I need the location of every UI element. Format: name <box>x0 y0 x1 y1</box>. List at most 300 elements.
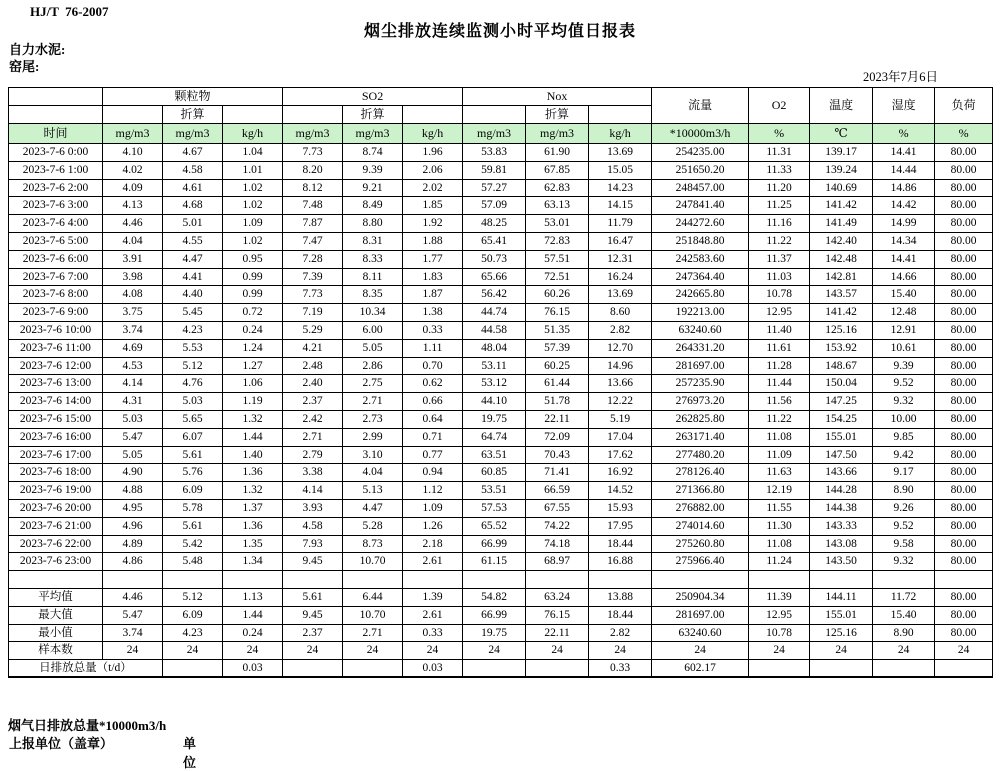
value-cell: 5.61 <box>163 446 223 464</box>
value-cell: 4.67 <box>163 144 223 162</box>
value-cell: 5.29 <box>283 321 343 339</box>
value-cell: 24 <box>403 642 463 660</box>
value-cell: 57.39 <box>526 339 589 357</box>
value-cell: 143.57 <box>810 286 873 304</box>
value-cell: 76.15 <box>526 606 589 624</box>
value-cell: 3.38 <box>283 464 343 482</box>
value-cell: 8.49 <box>343 197 403 215</box>
value-cell: 148.67 <box>810 357 873 375</box>
value-cell: 0.72 <box>223 304 283 322</box>
report-title: 烟尘排放连续监测小时平均值日报表 <box>363 23 636 40</box>
col-header-flow: 流量 <box>652 88 749 124</box>
empty-cell <box>526 571 589 589</box>
value-cell: 1.09 <box>223 215 283 233</box>
value-cell: 0.94 <box>403 464 463 482</box>
value-cell: 74.18 <box>526 535 589 553</box>
value-cell: 80.00 <box>935 517 993 535</box>
value-cell: 70.43 <box>526 446 589 464</box>
value-cell: 80.00 <box>935 250 993 268</box>
value-cell: 57.27 <box>463 179 526 197</box>
value-cell: 6.00 <box>343 321 403 339</box>
value-cell: 12.31 <box>589 250 652 268</box>
value-cell: 11.24 <box>749 553 810 571</box>
value-cell: 7.87 <box>283 215 343 233</box>
value-cell: 44.58 <box>463 321 526 339</box>
value-cell: 3.10 <box>343 446 403 464</box>
value-cell: 14.15 <box>589 197 652 215</box>
value-cell: 140.69 <box>810 179 873 197</box>
value-cell: 4.14 <box>103 375 163 393</box>
time-cell: 2023-7-6 22:00 <box>9 535 103 553</box>
value-cell: 14.86 <box>873 179 935 197</box>
time-cell: 2023-7-6 10:00 <box>9 321 103 339</box>
col-header-temperature: 温度 <box>810 88 873 124</box>
value-cell: 4.40 <box>163 286 223 304</box>
value-cell: 11.79 <box>589 215 652 233</box>
value-cell: 53.51 <box>463 482 526 500</box>
value-cell: 11.30 <box>749 517 810 535</box>
value-cell: 80.00 <box>935 161 993 179</box>
blank-row <box>9 571 993 589</box>
unit-cell: mg/m3 <box>463 124 526 144</box>
value-cell: 250904.34 <box>652 588 749 606</box>
value-cell: 12.95 <box>749 606 810 624</box>
data-row <box>9 428 993 446</box>
value-cell: 13.88 <box>589 588 652 606</box>
value-cell: 4.89 <box>103 535 163 553</box>
data-row <box>9 144 993 162</box>
value-cell: 251848.80 <box>652 232 749 250</box>
value-cell: 263171.40 <box>652 428 749 446</box>
value-cell: 66.99 <box>463 606 526 624</box>
value-cell: 57.51 <box>526 250 589 268</box>
value-cell: 1.02 <box>223 197 283 215</box>
value-cell: 153.92 <box>810 339 873 357</box>
value-cell: 3.91 <box>103 250 163 268</box>
value-cell: 2.42 <box>283 410 343 428</box>
value-cell: 80.00 <box>935 482 993 500</box>
value-cell: 24 <box>163 642 223 660</box>
value-cell: 1.44 <box>223 428 283 446</box>
value-cell: 281697.00 <box>652 357 749 375</box>
company-name: 自力水泥: <box>9 42 66 57</box>
empty-cell <box>463 571 526 589</box>
time-cell: 2023-7-6 21:00 <box>9 517 103 535</box>
value-cell: 54.82 <box>463 588 526 606</box>
value-cell: 48.25 <box>463 215 526 233</box>
value-cell: 11.09 <box>749 446 810 464</box>
value-cell: 4.10 <box>103 144 163 162</box>
value-cell: 3.74 <box>103 624 163 642</box>
report-date: 2023年7月6日 <box>862 70 938 84</box>
spacer-cell <box>403 106 463 124</box>
value-cell: 1.83 <box>403 268 463 286</box>
value-cell: 142.81 <box>810 268 873 286</box>
time-cell: 2023-7-6 20:00 <box>9 499 103 517</box>
data-row <box>9 321 993 339</box>
col-header-humidity: 湿度 <box>873 88 935 124</box>
value-cell <box>343 660 403 678</box>
value-cell <box>810 660 873 678</box>
value-cell: 11.72 <box>873 588 935 606</box>
value-cell: 57.09 <box>463 197 526 215</box>
value-cell: 1.38 <box>403 304 463 322</box>
value-cell: 80.00 <box>935 535 993 553</box>
value-cell: 7.93 <box>283 535 343 553</box>
value-cell: 63.13 <box>526 197 589 215</box>
daily-total-label: 日排放总量（t/d） <box>9 660 163 678</box>
value-cell: 1.88 <box>403 232 463 250</box>
value-cell: 274014.60 <box>652 517 749 535</box>
value-cell: 11.44 <box>749 375 810 393</box>
time-cell: 2023-7-6 13:00 <box>9 375 103 393</box>
time-header-spacer <box>9 88 103 106</box>
value-cell: 24 <box>749 642 810 660</box>
value-cell: 80.00 <box>935 606 993 624</box>
value-cell: 80.00 <box>935 357 993 375</box>
value-cell: 22.11 <box>526 624 589 642</box>
value-cell: 247364.40 <box>652 268 749 286</box>
value-cell: 19.75 <box>463 624 526 642</box>
value-cell: 4.58 <box>163 161 223 179</box>
value-cell: 143.50 <box>810 553 873 571</box>
empty-cell <box>403 571 463 589</box>
data-row <box>9 268 993 286</box>
value-cell: 14.23 <box>589 179 652 197</box>
empty-cell <box>163 571 223 589</box>
value-cell: 80.00 <box>935 410 993 428</box>
value-cell: 9.17 <box>873 464 935 482</box>
value-cell: 2.37 <box>283 393 343 411</box>
spacer-cell <box>103 106 163 124</box>
value-cell: 4.14 <box>283 482 343 500</box>
conversion-label-pm: 折算 <box>163 106 223 124</box>
value-cell: 0.24 <box>223 321 283 339</box>
value-cell: 1.01 <box>223 161 283 179</box>
time-cell: 2023-7-6 7:00 <box>9 268 103 286</box>
value-cell: 257235.90 <box>652 375 749 393</box>
value-cell: 4.04 <box>343 464 403 482</box>
value-cell: 4.61 <box>163 179 223 197</box>
value-cell: 53.83 <box>463 144 526 162</box>
value-cell: 8.35 <box>343 286 403 304</box>
value-cell: 2.86 <box>343 357 403 375</box>
value-cell: 9.26 <box>873 499 935 517</box>
value-cell: 0.71 <box>403 428 463 446</box>
data-row <box>9 535 993 553</box>
value-cell: 9.58 <box>873 535 935 553</box>
value-cell: 80.00 <box>935 144 993 162</box>
value-cell: 9.45 <box>283 606 343 624</box>
value-cell: 1.34 <box>223 553 283 571</box>
value-cell: 18.44 <box>589 535 652 553</box>
value-cell: 1.85 <box>403 197 463 215</box>
empty-cell <box>810 571 873 589</box>
value-cell: 16.88 <box>589 553 652 571</box>
summary-label: 最大值 <box>9 606 103 624</box>
value-cell: 4.46 <box>103 588 163 606</box>
standard-code: HJ/T 76-2007 <box>30 4 109 19</box>
value-cell: 1.32 <box>223 482 283 500</box>
value-cell: 80.00 <box>935 197 993 215</box>
value-cell: 276882.00 <box>652 499 749 517</box>
value-cell: 4.09 <box>103 179 163 197</box>
value-cell: 14.52 <box>589 482 652 500</box>
value-cell: 61.44 <box>526 375 589 393</box>
value-cell: 2.73 <box>343 410 403 428</box>
data-row <box>9 375 993 393</box>
value-cell: 0.77 <box>403 446 463 464</box>
time-cell: 2023-7-6 9:00 <box>9 304 103 322</box>
value-cell: 5.65 <box>163 410 223 428</box>
value-cell: 10.34 <box>343 304 403 322</box>
value-cell: 4.23 <box>163 321 223 339</box>
value-cell: 1.40 <box>223 446 283 464</box>
value-cell: 0.33 <box>403 321 463 339</box>
value-cell: 9.85 <box>873 428 935 446</box>
value-cell: 5.13 <box>343 482 403 500</box>
value-cell: 5.01 <box>163 215 223 233</box>
value-cell: 64.74 <box>463 428 526 446</box>
data-row <box>9 357 993 375</box>
value-cell: 24 <box>589 642 652 660</box>
data-row <box>9 339 993 357</box>
value-cell: 24 <box>283 642 343 660</box>
value-cell: 5.19 <box>589 410 652 428</box>
value-cell: 143.33 <box>810 517 873 535</box>
empty-cell <box>9 571 103 589</box>
value-cell: 8.90 <box>873 624 935 642</box>
value-cell: 11.03 <box>749 268 810 286</box>
monitoring-table <box>8 87 993 678</box>
value-cell: 242583.60 <box>652 250 749 268</box>
value-cell: 1.24 <box>223 339 283 357</box>
value-cell: 0.95 <box>223 250 283 268</box>
value-cell: 281697.00 <box>652 606 749 624</box>
data-row <box>9 499 993 517</box>
spacer-cell <box>9 106 103 124</box>
value-cell: 62.83 <box>526 179 589 197</box>
value-cell: 0.70 <box>403 357 463 375</box>
spacer-cell <box>223 106 283 124</box>
data-row <box>9 215 993 233</box>
value-cell: 4.86 <box>103 553 163 571</box>
value-cell: 24 <box>463 642 526 660</box>
time-cell: 2023-7-6 4:00 <box>9 215 103 233</box>
value-cell: 7.47 <box>283 232 343 250</box>
value-cell: 9.52 <box>873 375 935 393</box>
value-cell: 14.44 <box>873 161 935 179</box>
daily-total-row <box>9 660 993 678</box>
value-cell <box>163 660 223 678</box>
value-cell: 155.01 <box>810 428 873 446</box>
value-cell: 80.00 <box>935 215 993 233</box>
value-cell: 8.33 <box>343 250 403 268</box>
value-cell: 9.32 <box>873 553 935 571</box>
value-cell: 9.32 <box>873 393 935 411</box>
group-so2: SO2 <box>283 88 463 106</box>
empty-cell <box>749 571 810 589</box>
value-cell: 61.90 <box>526 144 589 162</box>
value-cell: 80.00 <box>935 232 993 250</box>
value-cell: 0.03 <box>223 660 283 678</box>
value-cell: 11.22 <box>749 410 810 428</box>
value-cell: 80.00 <box>935 588 993 606</box>
value-cell: 4.90 <box>103 464 163 482</box>
value-cell: 61.15 <box>463 553 526 571</box>
value-cell: 11.16 <box>749 215 810 233</box>
value-cell: 3.98 <box>103 268 163 286</box>
value-cell: 6.09 <box>163 482 223 500</box>
value-cell: 65.52 <box>463 517 526 535</box>
value-cell: 14.96 <box>589 357 652 375</box>
value-cell: 8.20 <box>283 161 343 179</box>
value-cell: 144.11 <box>810 588 873 606</box>
value-cell: 67.85 <box>526 161 589 179</box>
value-cell: 4.68 <box>163 197 223 215</box>
value-cell: 251650.20 <box>652 161 749 179</box>
value-cell: 24 <box>103 642 163 660</box>
value-cell: 66.99 <box>463 535 526 553</box>
value-cell: 12.48 <box>873 304 935 322</box>
value-cell: 271366.80 <box>652 482 749 500</box>
value-cell: 5.48 <box>163 553 223 571</box>
header-group-row <box>9 88 993 106</box>
value-cell: 4.53 <box>103 357 163 375</box>
empty-cell <box>103 571 163 589</box>
value-cell: 7.28 <box>283 250 343 268</box>
value-cell: 13.69 <box>589 286 652 304</box>
time-cell: 2023-7-6 15:00 <box>9 410 103 428</box>
value-cell: 80.00 <box>935 321 993 339</box>
value-cell: 144.28 <box>810 482 873 500</box>
value-cell: 9.52 <box>873 517 935 535</box>
value-cell: 1.96 <box>403 144 463 162</box>
value-cell: 12.91 <box>873 321 935 339</box>
value-cell: 72.51 <box>526 268 589 286</box>
value-cell: 10.78 <box>749 286 810 304</box>
reporting-unit-label: 上报单位（盖章） <box>9 736 114 751</box>
value-cell: 1.37 <box>223 499 283 517</box>
value-cell: 18.44 <box>589 606 652 624</box>
unit-cell: kg/h <box>223 124 283 144</box>
value-cell: 65.66 <box>463 268 526 286</box>
value-cell: 65.41 <box>463 232 526 250</box>
value-cell: 142.48 <box>810 250 873 268</box>
value-cell: 60.85 <box>463 464 526 482</box>
value-cell: 11.55 <box>749 499 810 517</box>
value-cell: 11.61 <box>749 339 810 357</box>
value-cell <box>749 660 810 678</box>
data-row <box>9 446 993 464</box>
value-cell: 16.24 <box>589 268 652 286</box>
value-cell: 8.31 <box>343 232 403 250</box>
data-row <box>9 393 993 411</box>
value-cell: 56.42 <box>463 286 526 304</box>
value-cell: 11.63 <box>749 464 810 482</box>
value-cell: 0.62 <box>403 375 463 393</box>
value-cell: 2.06 <box>403 161 463 179</box>
value-cell: 1.35 <box>223 535 283 553</box>
value-cell: 139.17 <box>810 144 873 162</box>
value-cell: 2.71 <box>283 428 343 446</box>
value-cell: 66.59 <box>526 482 589 500</box>
value-cell: 8.11 <box>343 268 403 286</box>
time-cell: 2023-7-6 11:00 <box>9 339 103 357</box>
value-cell <box>463 660 526 678</box>
value-cell: 278126.40 <box>652 464 749 482</box>
value-cell: 4.31 <box>103 393 163 411</box>
value-cell: 4.08 <box>103 286 163 304</box>
value-cell: 5.61 <box>163 517 223 535</box>
value-cell: 7.73 <box>283 144 343 162</box>
value-cell: 244272.60 <box>652 215 749 233</box>
value-cell: 125.16 <box>810 321 873 339</box>
value-cell: 19.75 <box>463 410 526 428</box>
value-cell: 80.00 <box>935 179 993 197</box>
conversion-label-so2: 折算 <box>343 106 403 124</box>
value-cell: 3.75 <box>103 304 163 322</box>
value-cell: 10.61 <box>873 339 935 357</box>
group-particulate: 颗粒物 <box>103 88 283 106</box>
value-cell: 11.31 <box>749 144 810 162</box>
value-cell: 0.66 <box>403 393 463 411</box>
value-cell: 1.36 <box>223 464 283 482</box>
value-cell: 125.16 <box>810 624 873 642</box>
value-cell: 142.40 <box>810 232 873 250</box>
empty-cell <box>589 571 652 589</box>
empty-cell <box>223 571 283 589</box>
value-cell: 150.04 <box>810 375 873 393</box>
value-cell: 63.24 <box>526 588 589 606</box>
value-cell: 5.12 <box>163 588 223 606</box>
unit-cell: kg/h <box>403 124 463 144</box>
value-cell: 0.03 <box>403 660 463 678</box>
value-cell: 24 <box>526 642 589 660</box>
value-cell: 16.47 <box>589 232 652 250</box>
value-cell: 602.17 <box>652 660 749 678</box>
time-cell: 2023-7-6 12:00 <box>9 357 103 375</box>
value-cell: 5.78 <box>163 499 223 517</box>
value-cell: 3.93 <box>283 499 343 517</box>
value-cell: 63.51 <box>463 446 526 464</box>
value-cell: 2.71 <box>343 624 403 642</box>
value-cell: 264331.20 <box>652 339 749 357</box>
value-cell: 5.61 <box>283 588 343 606</box>
value-cell: 5.03 <box>163 393 223 411</box>
value-cell: 24 <box>810 642 873 660</box>
value-cell: 147.25 <box>810 393 873 411</box>
unit-cell: *10000m3/h <box>652 124 749 144</box>
value-cell: 4.95 <box>103 499 163 517</box>
value-cell: 80.00 <box>935 553 993 571</box>
value-cell: 11.33 <box>749 161 810 179</box>
value-cell: 60.26 <box>526 286 589 304</box>
unit-cell: mg/m3 <box>103 124 163 144</box>
value-cell: 14.42 <box>873 197 935 215</box>
value-cell: 9.21 <box>343 179 403 197</box>
unit-cell: mg/m3 <box>163 124 223 144</box>
value-cell: 1.06 <box>223 375 283 393</box>
empty-cell <box>935 571 993 589</box>
value-cell: 80.00 <box>935 428 993 446</box>
unit-cell: kg/h <box>589 124 652 144</box>
value-cell: 1.26 <box>403 517 463 535</box>
time-cell: 2023-7-6 0:00 <box>9 144 103 162</box>
value-cell: 11.37 <box>749 250 810 268</box>
flue-gas-daily-total-label: 烟气日排放总量*10000m3/h <box>8 718 167 733</box>
time-cell: 2023-7-6 19:00 <box>9 482 103 500</box>
